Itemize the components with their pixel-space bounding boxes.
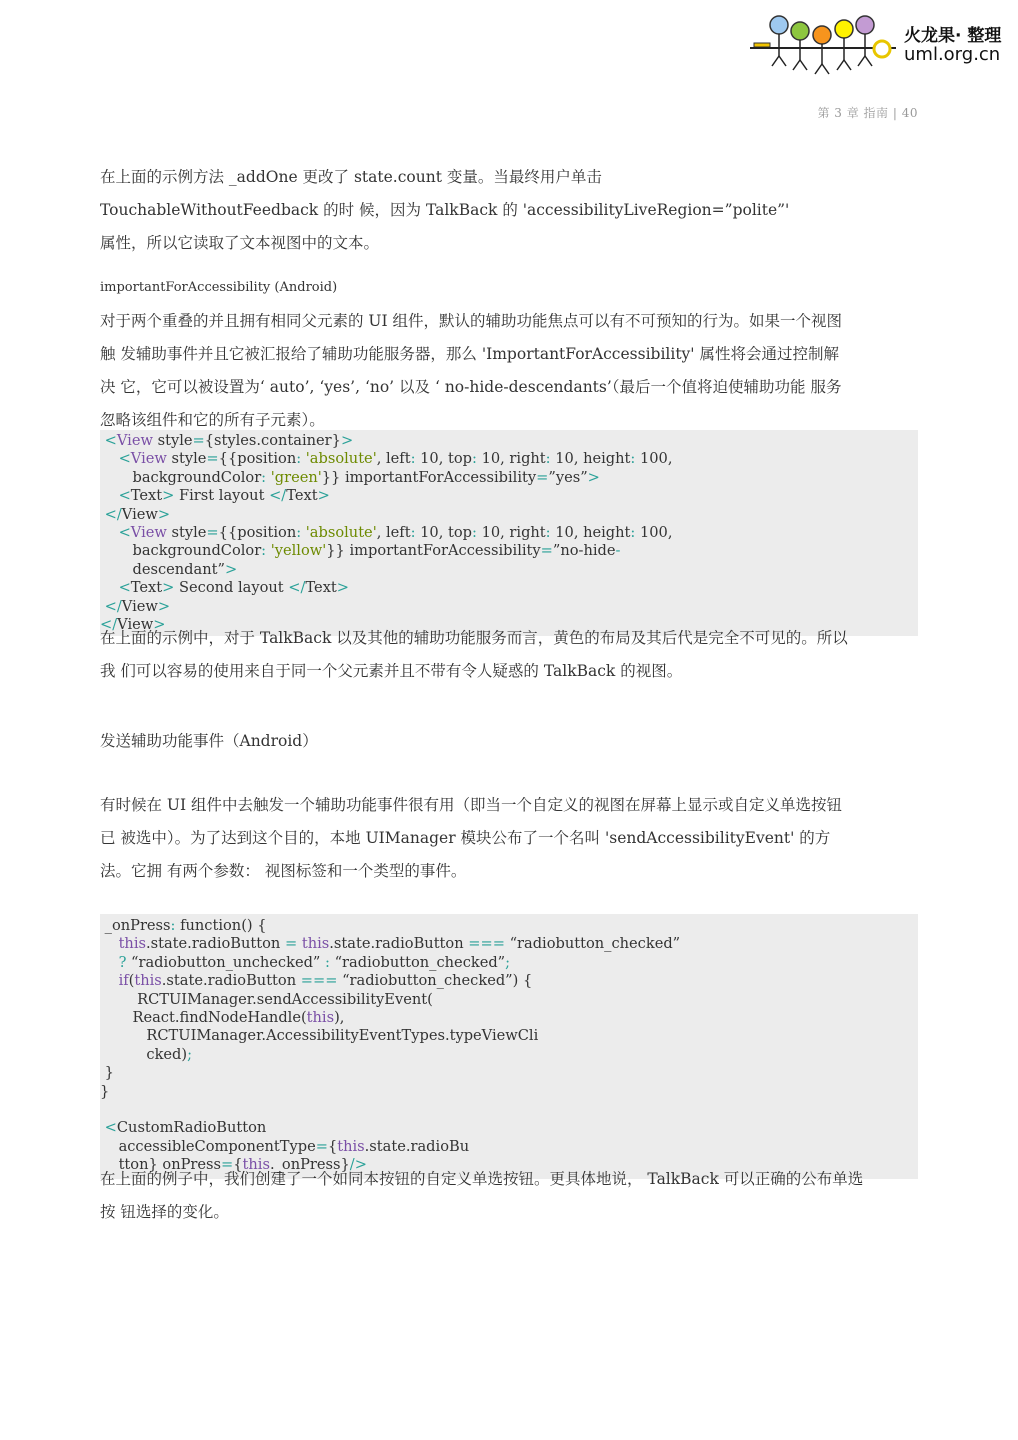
paragraph-line: 已 被选中）。为了达到这个目的，本地 UIManager 模块公布了一个名叫 'sendAccessibilityEvent' 的方 — [100, 829, 831, 847]
paragraph-line: 有时候在 UI 组件中去触发一个辅助功能事件很有用（即当一个自定义的视图在屏幕上显示或自定义单选按钮 — [100, 796, 843, 814]
code-line: <View style={{position: 'absolute', left: 10, top: 10, right: 10, height: 100, — [118, 523, 673, 541]
code-block-views — [100, 430, 918, 636]
code-line: React.findNodeHandle(this), — [132, 1008, 345, 1026]
code-line: RCTUIManager.sendAccessibilityEvent( — [137, 990, 433, 1008]
brand-url: uml.org.cn — [904, 44, 1001, 65]
code-line: RCTUIManager.AccessibilityEventTypes.typeViewCli — [146, 1027, 539, 1045]
paragraph-line: 我 们可以容易的使用来自于同一个父元素并且不带有令人疑惑的 TalkBack 的视图。 — [100, 662, 683, 680]
code-line: <View style={{position: 'absolute', left: 10, top: 10, right: 10, height: 100, — [118, 450, 673, 468]
code-line: descendant”> — [132, 560, 238, 578]
code-line: <Text> First layout </Text> — [118, 487, 330, 505]
paragraph-custom-radio-summary — [100, 1163, 918, 1229]
paragraph-talkback-invisible — [100, 622, 918, 688]
code-block-radio-button — [100, 914, 918, 1179]
paragraph-line: 按 钮选择的变化。 — [100, 1203, 229, 1221]
code-line: cked); — [146, 1045, 193, 1063]
paragraph-line: 属性，所以它读取了文本视图中的文本。 — [100, 234, 380, 252]
paragraph-important-for-accessibility — [100, 305, 918, 437]
code-line: backgroundColor: 'yellow'}} importantForAccessibility=”no-hide- — [132, 542, 621, 560]
paragraph-line: 在上面的例子中，我们创建了一个如同本按钮的自定义单选按钮。更具体地说， TalkBack 可以正确的公布单选 — [100, 1170, 864, 1188]
paragraph-liveregion — [100, 161, 918, 260]
code-line: } — [100, 1082, 110, 1100]
code-line: </View> — [100, 615, 166, 633]
paragraph-line: 法。它拥 有两个参数： 视图标签和一个类型的事件。 — [100, 862, 467, 880]
code-line: accessibleComponentType={this.state.radioBu — [118, 1137, 470, 1155]
code-line: } — [104, 1064, 114, 1082]
code-line: <View style={styles.container}> — [104, 432, 354, 449]
paragraph-line: 在上面的示例方法 _addOne 更改了 state.count 变量。当最终用户单击 — [100, 168, 602, 186]
paragraph-line: 触 发辅助事件并且它被汇报给了辅助功能服务器，那么 'ImportantForAccessibility' 属性将会通过控制解 — [100, 345, 839, 363]
paragraph-line: 在上面的示例中，对于 TalkBack 以及其他的辅助功能服务而言，黄色的布局及其后代是完全不可见的。所以 — [100, 629, 848, 647]
code-line: _onPress: function() { — [104, 917, 267, 934]
section-title-send-event: 发送辅助功能事件（Android） — [100, 732, 318, 750]
code-line: <Text> Second layout </Text> — [118, 579, 350, 597]
paragraph-line: 对于两个重叠的并且拥有相同父元素的 UI 组件，默认的辅助功能焦点可以有不可预知的行为。如果一个视图 — [100, 312, 843, 330]
code-line: if(this.state.radioButton === “radiobutton_checked”) { — [118, 972, 533, 990]
page-number-label: 第 3 章 指南 | 40 — [817, 106, 918, 120]
paragraph-line: TouchableWithoutFeedback 的时 候，因为 TalkBack 的 'accessibilityLiveRegion=”polite”' — [100, 201, 790, 219]
code-line: backgroundColor: 'green'}} importantForAccessibility=”yes”> — [132, 468, 600, 486]
code-line: <CustomRadioButton — [104, 1119, 267, 1137]
code-line: ? “radiobutton_unchecked” : “radiobutton_checked”; — [118, 953, 511, 971]
subheading-important-for-accessibility: importantForAccessibility (Android) — [100, 280, 338, 295]
code-line: this.state.radioButton = this.state.radioButton === “radiobutton_checked” — [118, 935, 681, 953]
paragraph-send-accessibility-event — [100, 789, 918, 888]
code-line: tton} onPress={this._onPress}/> — [118, 1156, 367, 1174]
code-line: </View> — [104, 597, 171, 615]
paragraph-line: 忽略该组件和它的所有子元素）。 — [100, 411, 325, 429]
code-line — [100, 1101, 918, 1119]
code-line: </View> — [104, 505, 171, 523]
brand-name: 火龙果· 整理 — [904, 26, 1002, 46]
paragraph-line: 决 它，它可以被设置为‘ auto’, ‘yes’, ‘no’ 以及 ‘ no-hide-descendants’（最后一个值将迫使辅助功能 服务 — [100, 378, 842, 396]
